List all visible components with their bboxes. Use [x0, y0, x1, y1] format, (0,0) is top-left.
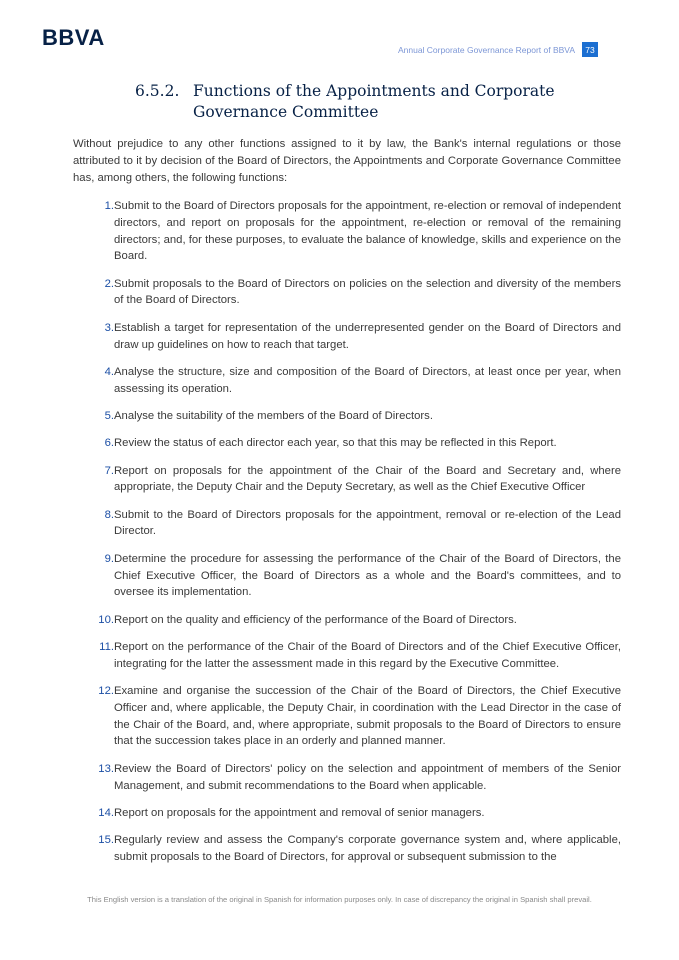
list-item — [73, 463, 621, 497]
list-item — [73, 435, 621, 452]
functions-list — [73, 198, 621, 876]
list-item — [73, 761, 621, 795]
item-number: 4. — [104, 365, 114, 378]
item-number: 3. — [104, 321, 114, 334]
item-text: Report on the performance of the Chair of the Board of Directors and of the Chief Executive Officer, integrating for the latter the assessment made in this regard by the Executive Committee. — [114, 640, 621, 670]
section-title-line: Functions of the Appointments and Corporate — [193, 82, 555, 100]
list-item — [73, 507, 621, 541]
logo-text: BBVA — [42, 26, 105, 48]
item-number: 10. — [98, 613, 114, 626]
list-item — [73, 551, 621, 601]
item-number: 2. — [104, 277, 114, 290]
bbva-logo — [42, 26, 120, 48]
item-number: 6. — [104, 437, 114, 450]
item-text: Review the status of each director each year, so that this may be reflected in this Report. — [114, 437, 557, 450]
list-item — [73, 639, 621, 673]
item-text: Submit to the Board of Directors proposals for the appointment, removal or re-election of the Lead Director. — [114, 508, 621, 538]
list-item — [73, 320, 621, 354]
item-text: Submit proposals to the Board of Directors on policies on the selection and diversity of the members of the Board of Directors. — [114, 277, 621, 307]
item-number: 14. — [98, 806, 114, 819]
item-number: 8. — [104, 508, 114, 521]
item-text: Regularly review and assess the Company's corporate governance system and, where applicable, submit proposals to the Board of Directors, for approval or subsequent submission to the — [114, 834, 621, 863]
item-text: Report on proposals for the appointment and removal of senior managers. — [114, 806, 485, 819]
item-text: Establish a target for representation of the underrepresented gender on the Board of Directors and draw up guidelines on how to reach that target. — [114, 321, 621, 351]
list-item — [73, 198, 621, 265]
item-text: Report on proposals for the appointment of the Chair of the Board and Secretary and, where appropriate, the Deputy Chair and the Deputy Secretary, as well as the Chief Executive Officer — [114, 464, 621, 494]
list-item — [73, 832, 621, 866]
item-number: 7. — [104, 464, 114, 477]
item-text: Report on the quality and efficiency of the performance of the Board of Directors. — [114, 613, 517, 626]
list-item — [73, 805, 621, 822]
item-text: Determine the procedure for assessing the performance of the Chair of the Board of Directors, the Chief Executive Officer, the Board of Directors as a whole and the Board's committees, and to oversee its implementation. — [114, 552, 621, 599]
report-title: Annual Corporate Governance Report of BBVA — [397, 45, 575, 55]
page-number: 73 — [582, 42, 598, 57]
list-item — [73, 683, 621, 750]
item-text: Examine and organise the succession of the Chair of the Board of Directors, the Chief Executive Officer and, where applicable, the Deputy Chair, in coordination with the Lead Director in the case of the Chair of the Board, and, where appropriate, submit proposals to the Board of Directors to ensure that the succession takes place in an orderly and planned manner. — [114, 685, 621, 748]
item-number: 15. — [98, 834, 114, 847]
intro-paragraph: Without prejudice to any other functions assigned to it by law, the Bank's internal regulations or those attributed to it by decision of the Board of Directors, the Appointments and Corporate Governance Committee has, among others, the following functions: — [73, 138, 621, 184]
item-text: Review the Board of Directors' policy on the selection and appointment of members of the Senior Management, and submit recommendations to the Board when applicable. — [114, 762, 621, 792]
list-item — [73, 364, 621, 398]
item-number: 5. — [104, 409, 114, 422]
item-text: Analyse the structure, size and composition of the Board of Directors, at least once per year, when assessing its operation. — [114, 365, 621, 395]
list-item — [73, 276, 621, 310]
item-text: Submit to the Board of Directors proposals for the appointment, re-election or removal of independent directors, and report on proposals for the appointment, re-election or removal of the remaining directors; and, for these purposes, to evaluate the balance of knowledge, skills and experience on the Board. — [114, 200, 621, 263]
section-title-line: Governance Committee — [193, 103, 379, 121]
section-heading — [135, 81, 595, 123]
item-number: 9. — [104, 552, 114, 565]
list-item — [73, 408, 621, 425]
item-text: Analyse the suitability of the members of the Board of Directors. — [114, 409, 433, 422]
list-item — [73, 612, 621, 629]
item-number: 13. — [98, 762, 114, 775]
section-number: 6.5.2. — [135, 82, 180, 100]
section-title — [193, 81, 555, 123]
item-number: 11. — [99, 640, 114, 653]
item-number: 1. — [104, 200, 114, 212]
item-number: 12. — [98, 685, 114, 698]
footer-disclaimer: This English version is a translation of the original in Spanish for information purposes only. In case of discrepancy the original in Spanish shall prevail. — [87, 895, 592, 904]
